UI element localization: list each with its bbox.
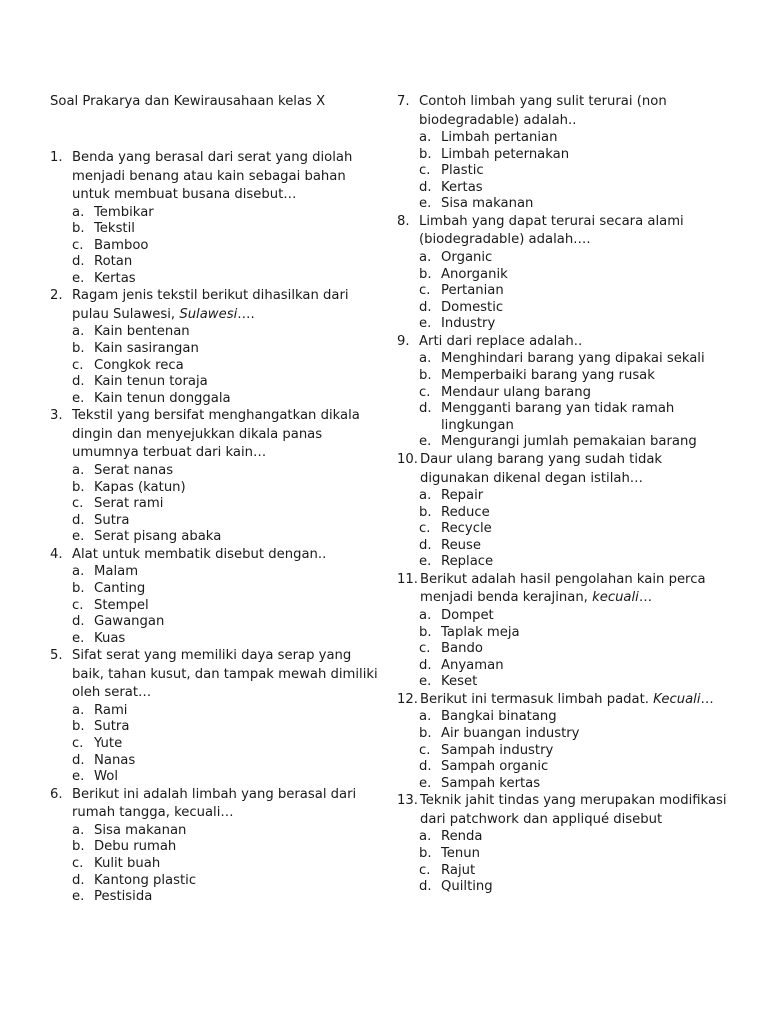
answer-option xyxy=(397,267,727,284)
question-stem xyxy=(50,407,380,463)
option-letter: a. xyxy=(419,607,432,623)
question-stem xyxy=(50,287,380,324)
option-letter: a. xyxy=(419,351,432,367)
answer-option xyxy=(397,776,727,793)
option-letter: d. xyxy=(72,872,85,888)
question-emphasis: Kecuali xyxy=(653,691,701,707)
question-number: 5. xyxy=(50,648,63,664)
option-text: Debu rumah xyxy=(94,839,177,855)
answer-option xyxy=(397,505,727,522)
question-number: 1. xyxy=(50,150,63,165)
answer-option xyxy=(50,564,380,581)
option-letter: e. xyxy=(419,316,432,332)
option-text: Congkok reca xyxy=(94,357,184,373)
option-letter: a. xyxy=(419,488,432,503)
answer-option xyxy=(50,254,380,271)
option-text: Nanas xyxy=(94,752,136,768)
answer-option xyxy=(50,823,380,840)
option-text: Wol xyxy=(94,769,118,785)
answer-option xyxy=(397,180,727,197)
answer-option xyxy=(397,846,727,863)
answer-option xyxy=(50,391,380,408)
question-text-end: … xyxy=(700,691,714,707)
question-stem xyxy=(397,571,727,608)
option-letter: d. xyxy=(72,752,85,768)
option-letter: a. xyxy=(72,702,85,718)
question-text-end: …. xyxy=(237,306,255,322)
option-letter: a. xyxy=(419,249,432,265)
option-letter: e. xyxy=(72,630,85,646)
question-item xyxy=(50,786,380,906)
answer-option xyxy=(397,196,727,213)
answer-option xyxy=(397,658,727,675)
left-column xyxy=(50,93,380,906)
answer-option xyxy=(50,753,380,770)
option-text: Mengurangi jumlah pemakaian barang xyxy=(441,434,697,450)
answer-option xyxy=(397,829,727,846)
option-text: Kulit buah xyxy=(94,856,161,872)
question-text: Alat untuk membatik disebut dengan.. xyxy=(72,546,327,562)
option-text: Quilting xyxy=(441,879,493,895)
answer-option xyxy=(50,873,380,890)
option-letter: b. xyxy=(419,846,432,861)
option-text: Rotan xyxy=(94,254,133,270)
option-text-continued: lingkungan xyxy=(441,417,514,433)
answer-option xyxy=(50,736,380,753)
option-letter: c. xyxy=(72,237,84,253)
option-letter: d. xyxy=(419,537,432,553)
answer-option xyxy=(50,856,380,873)
option-list xyxy=(397,488,727,571)
option-letter: c. xyxy=(72,357,84,373)
answer-option xyxy=(397,641,727,658)
answer-option xyxy=(397,385,727,402)
option-text: Recycle xyxy=(441,521,492,537)
answer-option xyxy=(50,463,380,480)
question-number: 10. xyxy=(397,452,418,467)
question-stem xyxy=(397,333,727,352)
answer-option xyxy=(397,709,727,726)
question-text: Benda yang berasal dari serat yang diolah menjadi benang atau kain sebagai bahan untuk membuat busana disebut… xyxy=(72,150,353,202)
question-item xyxy=(50,546,380,647)
option-text: Sutra xyxy=(94,512,130,528)
question-item xyxy=(397,571,727,691)
option-letter: c. xyxy=(419,742,431,758)
question-stem xyxy=(397,451,727,488)
option-text: Limbah pertanian xyxy=(441,130,558,145)
left-question-list xyxy=(50,149,380,906)
option-text: Kapas (katun) xyxy=(94,479,186,495)
option-text: Serat nanas xyxy=(94,462,174,478)
option-list xyxy=(50,823,380,906)
option-text: Kuas xyxy=(94,630,126,646)
option-letter: d. xyxy=(419,401,432,417)
answer-option xyxy=(50,769,380,786)
answer-option xyxy=(50,598,380,615)
answer-option xyxy=(397,147,727,164)
question-number: 6. xyxy=(50,786,63,802)
question-item xyxy=(397,93,727,213)
answer-option xyxy=(50,238,380,255)
question-item xyxy=(397,792,727,895)
option-text: Air buangan industry xyxy=(441,726,580,742)
option-letter: c. xyxy=(72,736,84,752)
option-letter: d. xyxy=(419,759,432,775)
answer-option xyxy=(50,581,380,598)
option-letter: b. xyxy=(72,719,85,735)
option-text: Tembikar xyxy=(94,204,154,220)
answer-option xyxy=(397,759,727,776)
answer-option xyxy=(397,538,727,555)
option-text: Gawangan xyxy=(94,614,165,630)
question-text: Teknik jahit tindas yang merupakan modifikasi dari patchwork dan appliqué disebut xyxy=(420,793,727,827)
option-letter: b. xyxy=(419,146,432,162)
option-text: Sampah kertas xyxy=(441,775,541,791)
option-letter: e. xyxy=(419,196,432,212)
option-list xyxy=(397,709,727,792)
option-text: Malam xyxy=(94,564,139,580)
option-letter: b. xyxy=(419,266,432,282)
answer-option xyxy=(50,496,380,513)
question-stem xyxy=(50,786,380,823)
option-letter: a. xyxy=(72,204,85,220)
answer-option xyxy=(397,863,727,880)
answer-option xyxy=(397,316,727,333)
question-number: 3. xyxy=(50,408,63,424)
option-list xyxy=(397,608,727,691)
option-letter: b. xyxy=(72,839,85,855)
question-text: Berikut ini termasuk limbah padat. xyxy=(420,691,654,707)
option-text: Anorganik xyxy=(441,266,508,282)
option-letter: a. xyxy=(72,822,85,838)
option-letter: d. xyxy=(72,614,85,630)
option-text: Memperbaiki barang yang rusak xyxy=(441,368,655,384)
option-text: Bando xyxy=(441,641,483,657)
option-letter: e. xyxy=(72,390,85,406)
answer-option xyxy=(50,374,380,391)
option-list xyxy=(50,703,380,786)
option-text: Yute xyxy=(94,736,123,752)
answer-option xyxy=(50,703,380,720)
answer-option xyxy=(397,300,727,317)
option-text: Tekstil xyxy=(94,221,135,237)
answer-option xyxy=(397,521,727,538)
option-text: Kertas xyxy=(441,179,483,195)
option-text: Renda xyxy=(441,829,483,845)
answer-option xyxy=(50,889,380,906)
option-text: Serat pisang abaka xyxy=(94,529,222,545)
option-text: Reuse xyxy=(441,537,482,553)
option-text: Canting xyxy=(94,581,146,596)
question-item xyxy=(397,451,727,571)
question-stem xyxy=(397,792,727,829)
option-letter: e. xyxy=(72,889,85,905)
question-stem xyxy=(50,546,380,565)
question-number: 8. xyxy=(397,213,410,229)
option-letter: c. xyxy=(419,641,431,657)
answer-option xyxy=(397,726,727,743)
option-text: Sampah organic xyxy=(441,759,549,775)
answer-option xyxy=(397,625,727,642)
option-letter: b. xyxy=(419,726,432,742)
question-emphasis: kecuali xyxy=(592,590,639,606)
question-stem xyxy=(50,149,380,205)
answer-option xyxy=(50,271,380,288)
question-number: 2. xyxy=(50,288,63,304)
option-list xyxy=(50,205,380,288)
right-column xyxy=(397,93,727,896)
option-letter: c. xyxy=(72,856,84,872)
question-text: Berikut adalah hasil pengolahan kain perca menjadi benda kerajinan, xyxy=(420,571,706,606)
answer-option xyxy=(397,163,727,180)
option-letter: c. xyxy=(419,862,431,878)
question-emphasis: Sulawesi xyxy=(179,306,238,322)
option-letter: e. xyxy=(419,554,432,570)
question-stem xyxy=(50,647,380,703)
option-text: Industry xyxy=(441,316,496,332)
option-text: Taplak meja xyxy=(441,624,520,640)
option-list xyxy=(50,564,380,647)
answer-option xyxy=(50,221,380,238)
answer-option xyxy=(50,358,380,375)
answer-option xyxy=(50,631,380,648)
question-text: Limbah yang dapat terurai secara alami (biodegradable) adalah…. xyxy=(419,213,684,248)
option-text: Kain tenun toraja xyxy=(94,374,208,390)
answer-option xyxy=(397,608,727,625)
question-item xyxy=(50,647,380,785)
option-letter: a. xyxy=(72,324,85,340)
option-text: Replace xyxy=(441,554,494,570)
option-list xyxy=(397,250,727,333)
option-text: Anyaman xyxy=(441,657,504,673)
answer-option xyxy=(397,879,727,896)
question-item xyxy=(397,691,727,792)
option-list xyxy=(397,130,727,213)
option-letter: b. xyxy=(72,221,85,237)
option-text: Mendaur ulang barang xyxy=(441,384,591,400)
option-letter: b. xyxy=(419,504,432,520)
right-question-list xyxy=(397,93,727,896)
option-letter: c. xyxy=(72,597,84,613)
answer-option xyxy=(397,351,727,368)
option-list xyxy=(397,829,727,895)
option-text: Dompet xyxy=(441,607,494,623)
answer-option xyxy=(50,529,380,546)
question-item xyxy=(50,149,380,287)
question-number: 7. xyxy=(397,94,410,109)
question-item xyxy=(397,213,727,333)
question-item xyxy=(397,333,727,451)
answer-option xyxy=(397,743,727,760)
option-letter: a. xyxy=(419,829,432,845)
option-letter: c. xyxy=(419,521,431,537)
answer-option xyxy=(397,368,727,385)
answer-option xyxy=(397,283,727,300)
document-title: Soal Prakarya dan Kewirausahaan kelas X xyxy=(50,94,326,109)
option-letter: c. xyxy=(419,163,431,179)
option-letter: b. xyxy=(419,368,432,384)
option-letter: d. xyxy=(419,879,432,895)
answer-option xyxy=(50,513,380,530)
option-text: Menghindari barang yang dipakai sekali xyxy=(441,351,705,367)
answer-option xyxy=(397,401,727,434)
option-text: Pertanian xyxy=(441,283,504,299)
question-text: Tekstil yang bersifat menghangatkan dikala dingin dan menyejukkan dikala panas umumnya terbuat dari kain… xyxy=(72,408,360,461)
question-stem xyxy=(397,93,727,130)
option-letter: d. xyxy=(419,657,432,673)
option-letter: e. xyxy=(72,769,85,785)
question-item xyxy=(50,407,380,545)
option-text: Kertas xyxy=(94,270,136,286)
option-text: Pestisida xyxy=(94,889,153,905)
answer-option xyxy=(50,480,380,497)
question-number: 9. xyxy=(397,333,410,349)
answer-option xyxy=(397,250,727,267)
option-letter: b. xyxy=(72,581,85,596)
option-letter: d. xyxy=(419,299,432,315)
option-list xyxy=(397,351,727,451)
answer-option xyxy=(50,205,380,222)
question-stem xyxy=(397,691,727,710)
answer-option xyxy=(50,839,380,856)
option-text: Bangkai binatang xyxy=(441,709,557,725)
option-letter: a. xyxy=(419,130,432,145)
question-item xyxy=(50,287,380,407)
option-text: Plastic xyxy=(441,163,484,179)
option-letter: e. xyxy=(72,529,85,545)
option-text: Tenun xyxy=(441,846,481,861)
question-text-end: … xyxy=(638,590,653,606)
option-text: Kain tenun donggala xyxy=(94,390,231,406)
option-text: Domestic xyxy=(441,299,504,315)
question-text: Sifat serat yang memiliki daya serap yang baik, tahan kusut, dan tampak mewah dimiliki oleh serat… xyxy=(72,648,378,701)
option-letter: d. xyxy=(419,179,432,195)
option-text: Mengganti barang yan tidak ramah xyxy=(441,401,675,417)
option-letter: d. xyxy=(72,374,85,390)
option-letter: a. xyxy=(419,709,432,725)
question-text: Berikut ini adalah limbah yang berasal dari rumah tangga, kecuali… xyxy=(72,786,357,821)
answer-option xyxy=(397,674,727,691)
question-text: Contoh limbah yang sulit terurai (non biodegradable) adalah.. xyxy=(419,94,667,128)
answer-option xyxy=(397,434,727,451)
answer-option xyxy=(50,614,380,631)
question-number: 11. xyxy=(397,571,418,587)
question-stem xyxy=(397,213,727,250)
option-letter: e. xyxy=(419,775,432,791)
answer-option xyxy=(50,324,380,341)
question-number: 12. xyxy=(397,691,418,707)
option-letter: e. xyxy=(419,674,432,690)
option-letter: b. xyxy=(419,624,432,640)
answer-option xyxy=(397,488,727,505)
question-number: 4. xyxy=(50,546,63,562)
option-text: Rajut xyxy=(441,862,476,878)
option-letter: b. xyxy=(72,341,85,357)
option-text: Limbah peternakan xyxy=(441,146,570,162)
question-text: Daur ulang barang yang sudah tidak digunakan dikenal degan istilah… xyxy=(420,452,663,486)
option-letter: d. xyxy=(72,512,85,528)
answer-option xyxy=(50,341,380,358)
question-number: 13. xyxy=(397,793,418,809)
option-text: Rami xyxy=(94,702,128,718)
option-letter: a. xyxy=(72,564,85,580)
option-letter: d. xyxy=(72,254,85,270)
option-text: Kain sasirangan xyxy=(94,341,199,357)
option-text: Repair xyxy=(441,488,484,503)
question-text: Arti dari replace adalah.. xyxy=(419,333,583,349)
option-letter: c. xyxy=(419,384,431,400)
answer-option xyxy=(50,719,380,736)
option-text: Sisa makanan xyxy=(441,196,534,212)
option-letter: b. xyxy=(72,479,85,495)
option-list xyxy=(50,324,380,407)
option-letter: c. xyxy=(72,496,84,512)
option-text: Sampah industry xyxy=(441,742,554,758)
option-text: Sisa makanan xyxy=(94,822,187,838)
option-text: Keset xyxy=(441,674,478,690)
option-text: Serat rami xyxy=(94,496,164,512)
option-letter: e. xyxy=(419,434,432,450)
option-list xyxy=(50,463,380,546)
option-text: Bamboo xyxy=(94,237,149,253)
option-text: Stempel xyxy=(94,597,149,613)
option-text: Kain bentenan xyxy=(94,324,190,340)
question-text: Ragam jenis tekstil berikut dihasilkan dari pulau Sulawesi, xyxy=(72,288,349,322)
option-letter: e. xyxy=(72,270,85,286)
answer-option xyxy=(397,130,727,147)
answer-option xyxy=(397,554,727,571)
option-letter: c. xyxy=(419,283,431,299)
option-text: Kantong plastic xyxy=(94,872,197,888)
option-text: Organic xyxy=(441,249,493,265)
option-text: Reduce xyxy=(441,504,490,520)
option-letter: a. xyxy=(72,462,85,478)
option-text: Sutra xyxy=(94,719,130,735)
